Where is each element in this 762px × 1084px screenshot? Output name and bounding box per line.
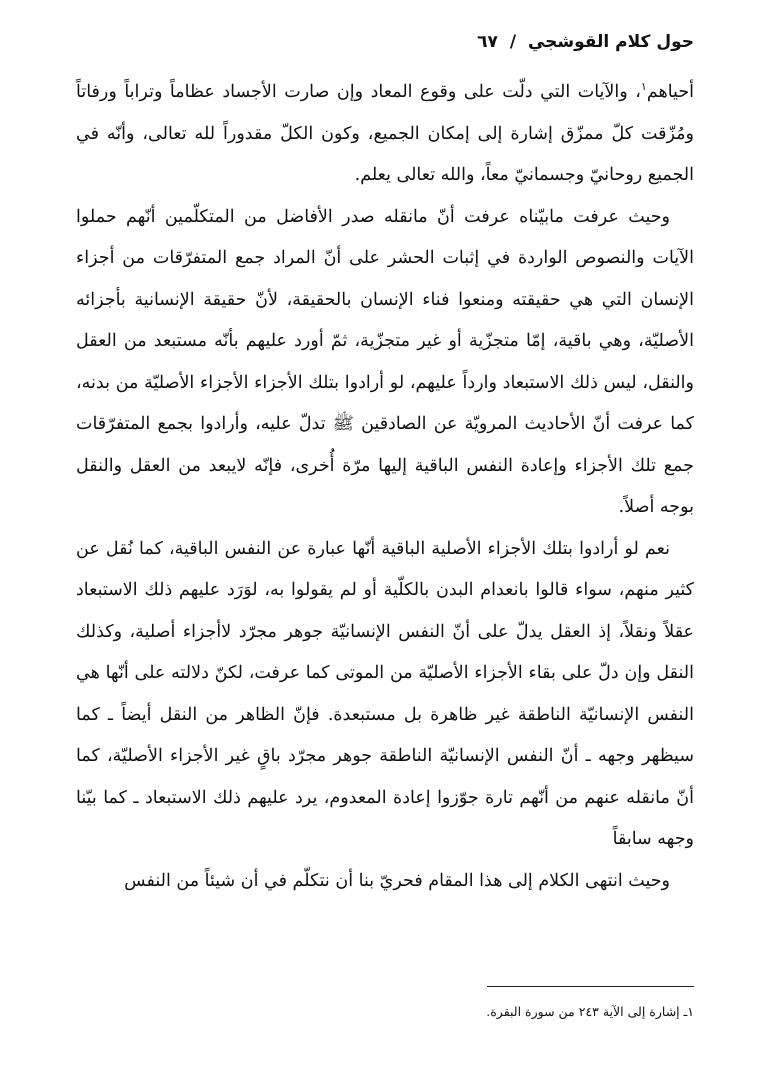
paragraph-3: نعم لو أرادوا بتلك الأجزاء الأصلية الباقية أنّها عبارة عن النفس الباقية، كما نُقل عن كثير منهم، سواء قالوا بانعدام البدن بالكلّية أو لم يقولوا به، لوَرَد عليهم ذلك الاستبعاد عقلاً ونقلاً، إذ العقل يدلّ على أنّ النفس الإنسانيّة جوهر مجرّد لاأجزاء أصلية، وكذلك النقل وإن دلّ على بقاء الأجزاء الأصليّة من الموتى كما عرفت، لكنّ دلالته على أنّها هي النفس الإنسانيّة الناطقة غير ظاهرة بل مستبعدة. فإنّ الظاهر من النقل أيضاً ـ كما سيظهر وجهه ـ أنّ النفس الإنسانيّة الناطقة جوهر مجرّد باقٍ غير الأجزاء الأصليّة، كما أنّ مانقله عنهم من أنّهم تارة جوّزوا إعادة المعدوم، يرد عليهم ذلك الاستبعاد ـ كما بيّنا وجهه سابقاً bbox=[76, 538, 694, 849]
paragraph-1 bbox=[76, 72, 694, 197]
header-title: حول كلام القوشجي bbox=[527, 32, 694, 52]
paragraph-1-start: أحياهم bbox=[646, 82, 694, 102]
paragraph-2: وحيث عرفت مابيّناه عرفت أنّ مانقله صدر الأفاضل من المتكلّمين أنّهم حملوا الآيات والنصوص الواردة في إثبات الحشر على أنّ المراد جمع المتفرّقات من أجزاء الإنسان التي هي حقيقته ومنعوا فناء الإنسان بالحقيقة، لأنّ حقيقة الإنسانية بأجزائه الأصليّة، وهي باقية، إمّا متجزّية أو غير متجزّية، ثمّ أورد عليهم بأنّه مستبعد من العقل والنقل، ليس ذلك الاستبعاد وارداً عليهم، لو أرادوا بتلك الأجزاء الأجزاء الأصليّة من بدنه، كما عرفت أنّ الأحاديث المرويّة عن الصادقين ﷺ تدلّ عليه، وأرادوا بجمع المتفرّقات جمع تلك الأجزاء وإعادة النفس الباقية إليها مرّة أُخرى، فإنّه لايبعد من العقل والنقل بوجه أصلاً. bbox=[76, 206, 694, 517]
footnote bbox=[486, 1004, 694, 1019]
footnote-divider bbox=[487, 986, 694, 987]
running-header bbox=[477, 32, 694, 52]
paragraph-1-rest: ، والآيات التي دلّت على وقوع المعاد وإن صارت الأجساد عظاماً وتراباً ورفاتاً ومُزّقت كلّ ممزّق إشارة إلى إمكان الجميع، وكون الكلّ مقدوراً لله تعالى، وأنّه في الجميع روحانيّ وجسمانيّ معاً، والله تعالى يعلم. bbox=[76, 82, 694, 185]
footnote-number: ١ bbox=[687, 1004, 694, 1019]
page-number: ٦٧ bbox=[477, 32, 498, 52]
footnote-reference: ١ bbox=[640, 80, 647, 94]
header-separator: / bbox=[509, 32, 517, 52]
paragraph-4: وحيث انتهى الكلام إلى هذا المقام فحريّ بنا أن نتكلّم في أن شيئاً من النفس bbox=[124, 870, 670, 891]
footnote-text: ـ إشارة إلى الآية ٢٤٣ من سورة البقرة. bbox=[486, 1004, 688, 1019]
main-text bbox=[76, 72, 694, 902]
